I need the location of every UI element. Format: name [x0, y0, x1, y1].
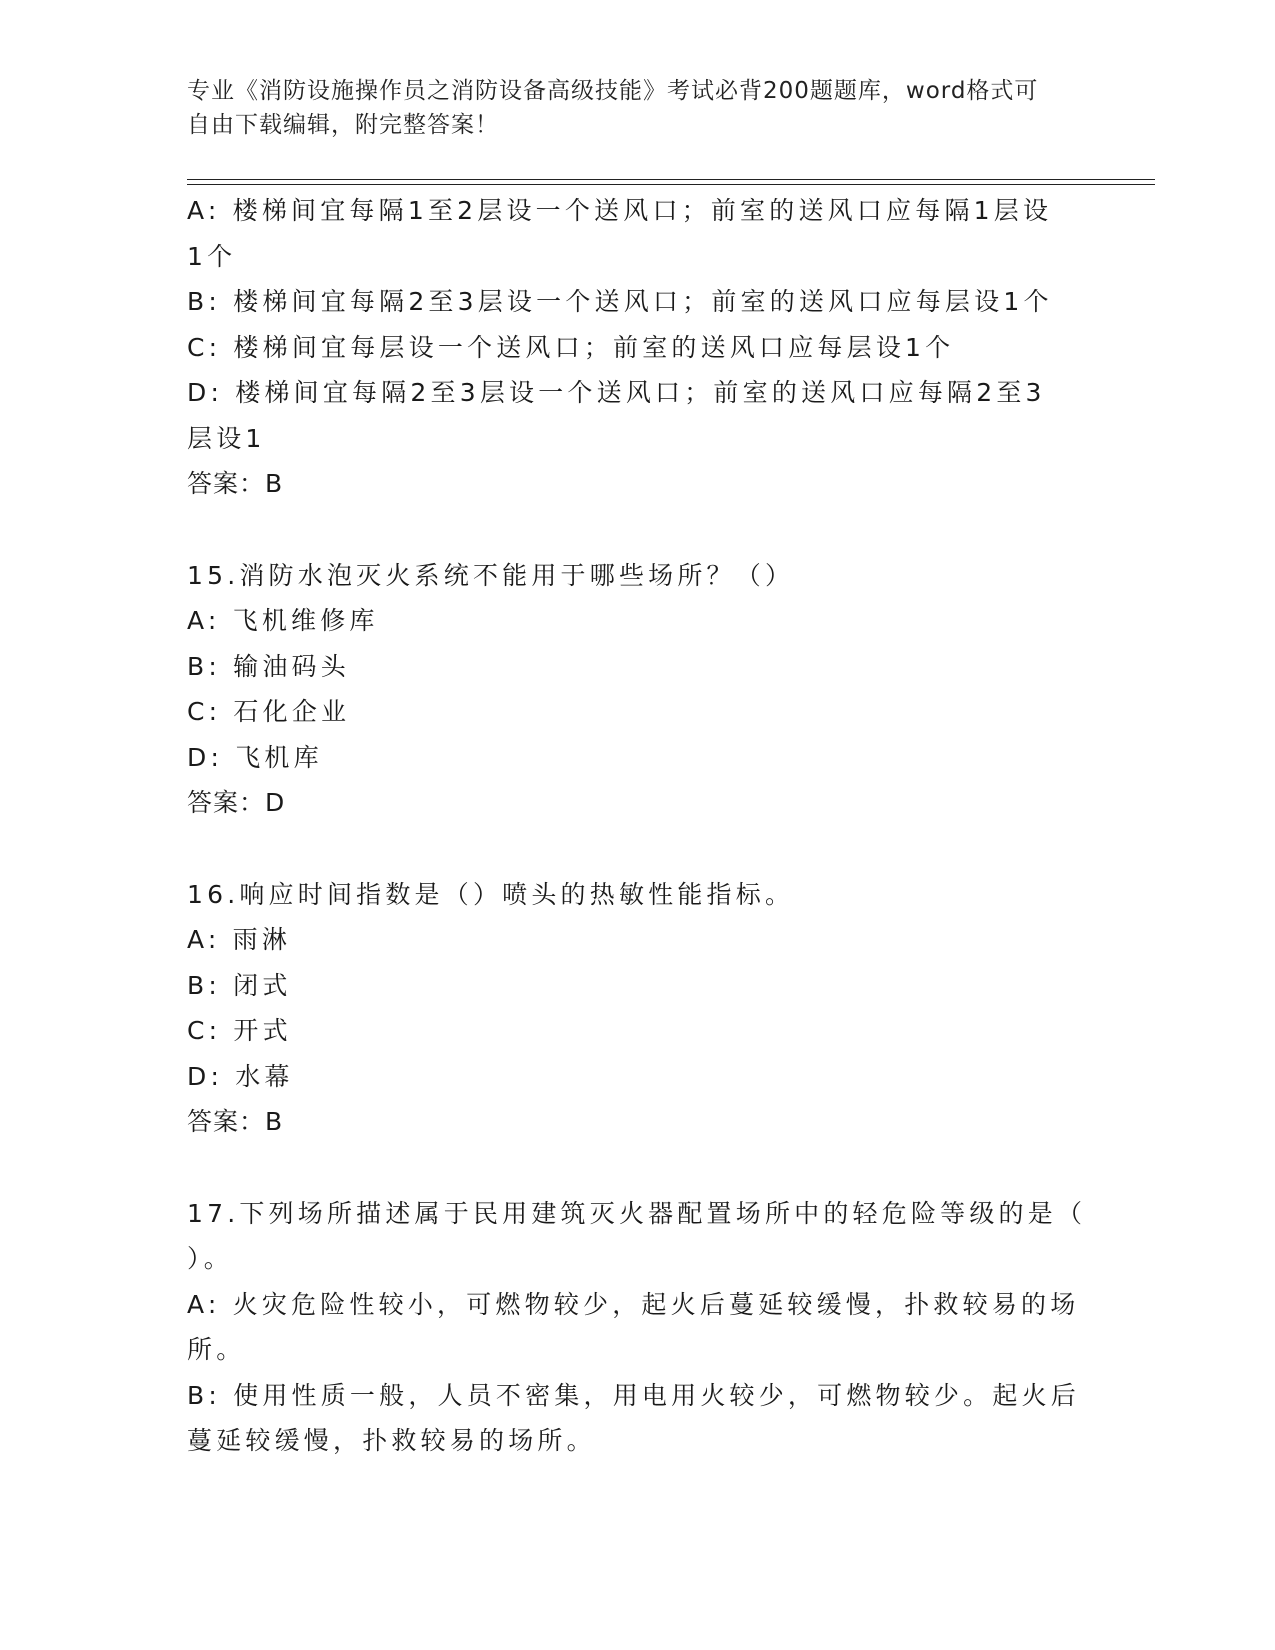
q14-option-c: C: 楼梯间宜每层设一个送风口；前室的送风口应每层设1个 — [187, 332, 955, 362]
document-header — [187, 74, 1067, 142]
q16-option-a: A: 雨淋 — [187, 925, 292, 954]
q14-option-d-cont: 层设1 — [187, 423, 266, 453]
q15-answer: 答案：D — [187, 788, 286, 817]
question-content — [187, 188, 1087, 1464]
spacer — [187, 507, 1077, 553]
q17-question: 17.下列场所描述属于民用建筑灭火器配置场所中的轻危险等级的是（ — [187, 1198, 1087, 1228]
spacer — [187, 826, 1077, 872]
header-divider-top — [187, 179, 1155, 180]
q17-question-cont: ）。 — [187, 1244, 233, 1273]
q17-option-b: B: 使用性质一般，人员不密集，用电用火较少，可燃物较少。起火后 — [187, 1380, 1080, 1410]
spacer — [187, 1145, 1077, 1191]
q16-question: 16.响应时间指数是（）喷头的热敏性能指标。 — [187, 879, 795, 909]
question-17-block — [187, 1191, 1087, 1464]
q17-option-b-cont: 蔓延较缓慢，扑救较易的场所。 — [187, 1426, 596, 1455]
q15-option-b: B: 输油码头 — [187, 651, 350, 681]
question-15-block — [187, 553, 1077, 826]
q15-option-c: C: 石化企业 — [187, 697, 351, 726]
q16-answer: 答案：B — [187, 1107, 284, 1136]
header-line-2: 自由下载编辑，附完整答案！ — [187, 112, 499, 138]
q17-option-a-cont: 所。 — [187, 1335, 246, 1364]
q14-option-d: D: 楼梯间宜每隔2至3层设一个送风口；前室的送风口应每隔2至3 — [187, 378, 1046, 407]
q14-option-b: B: 楼梯间宜每隔2至3层设一个送风口；前室的送风口应每层设1个 — [187, 287, 1053, 316]
q16-option-b: B: 闭式 — [187, 970, 292, 1000]
q15-question: 15.消防水泡灭火系统不能用于哪些场所？（） — [187, 560, 795, 590]
q14-answer: 答案：B — [187, 469, 284, 498]
q17-option-a: A: 火灾危险性较小，可燃物较少，起火后蔓延较缓慢，扑救较易的场 — [187, 1289, 1080, 1319]
q15-option-d: D: 飞机库 — [187, 742, 323, 772]
header-divider-bottom — [187, 184, 1155, 185]
q15-option-a: A: 飞机维修库 — [187, 606, 379, 635]
q14-option-a: A: 楼梯间宜每隔1至2层设一个送风口；前室的送风口应每隔1层设 — [187, 196, 1053, 225]
header-line-1: 专业《消防设施操作员之消防设备高级技能》考试必背200题题库，word格式可 — [187, 78, 1039, 104]
q14-option-a-cont: 1个 — [187, 241, 237, 271]
q16-option-c: C: 开式 — [187, 1016, 292, 1045]
question-14-block — [187, 188, 1077, 507]
q16-option-d: D: 水幕 — [187, 1061, 294, 1091]
question-16-block — [187, 872, 1077, 1145]
